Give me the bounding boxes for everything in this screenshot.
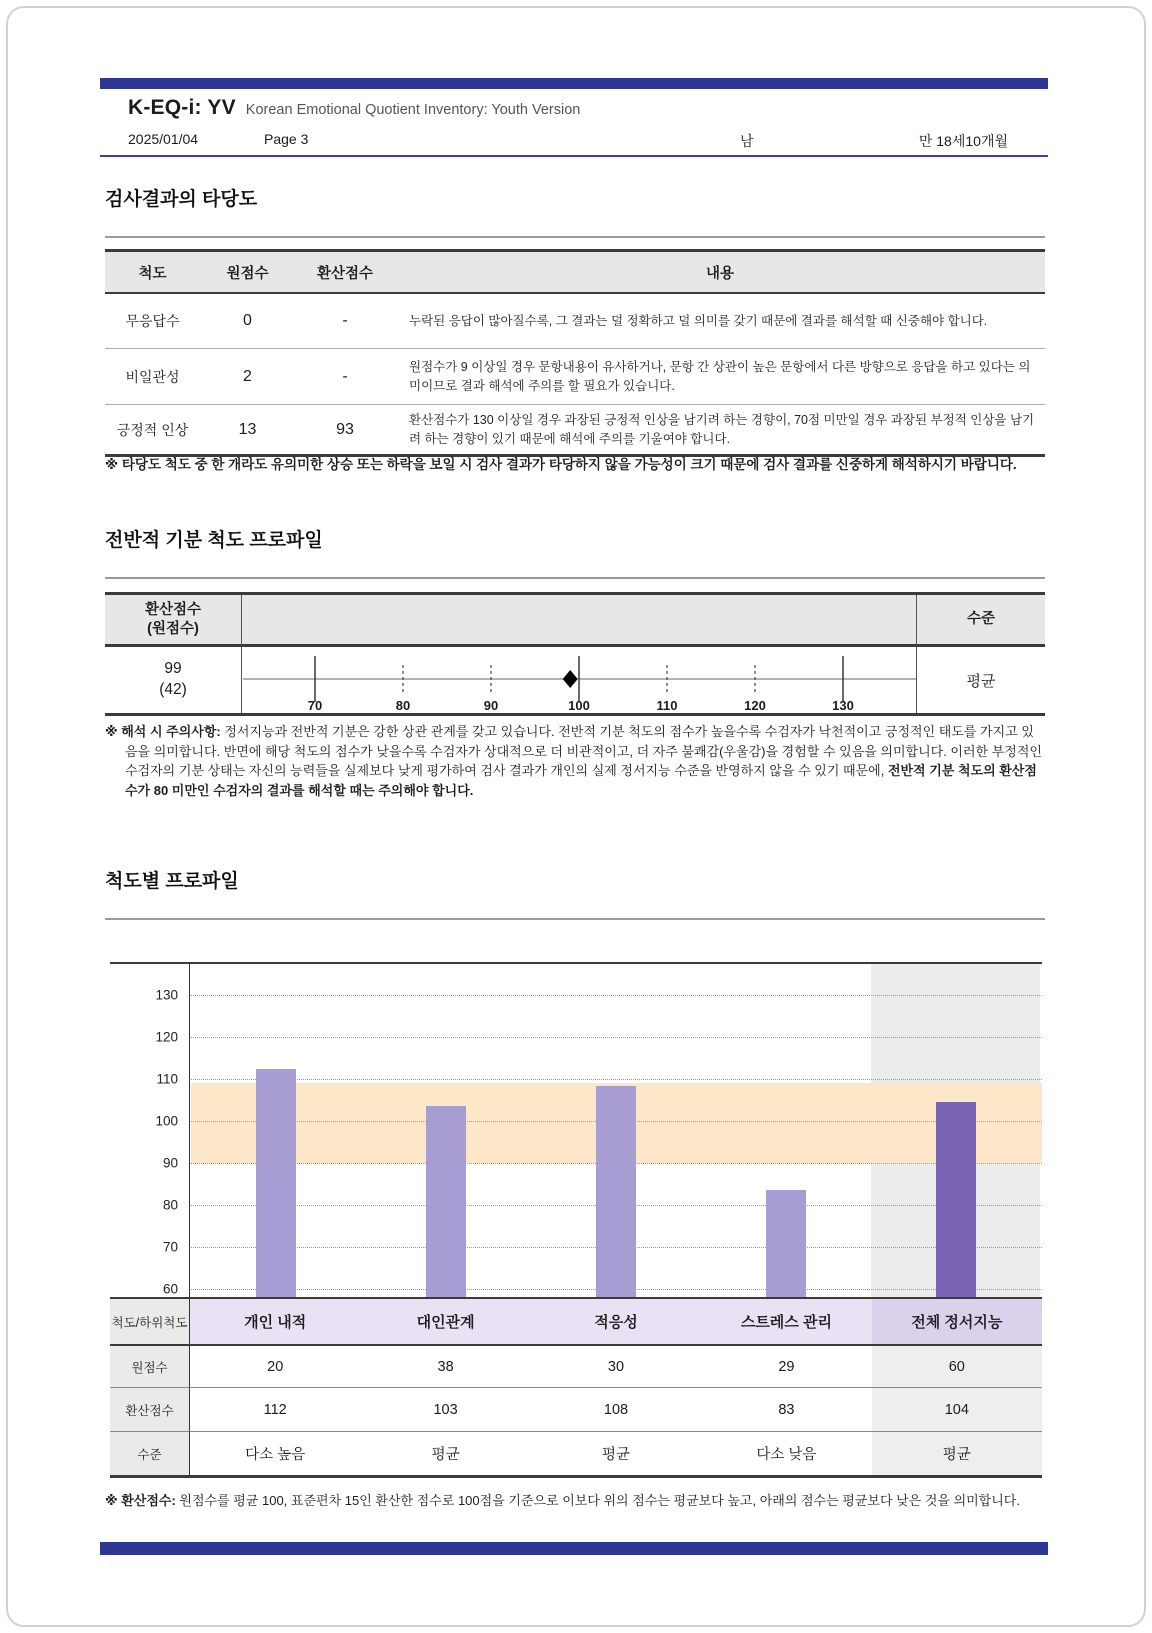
page-number: Page 3 <box>264 131 309 147</box>
validity-row-desc: 원점수가 9 이상일 경우 문항내용이 유사하거나, 문항 간 상관이 높은 문항에서 다른 방향으로 응답을 하고 있다는 의미이므로 결과 해석에 주의를 할 필요가 있습니다. <box>395 348 1045 404</box>
svg-text:100: 100 <box>567 698 590 712</box>
validity-row-converted: 93 <box>295 404 395 454</box>
mood-table <box>105 592 1045 716</box>
chart-y-tick-label: 80 <box>162 1197 178 1213</box>
validity-col-header: 환산점수 <box>295 252 395 292</box>
profile-level: 다소 낮음 <box>701 1431 871 1475</box>
mood-number-line-svg <box>243 648 916 712</box>
chart-plot-area <box>191 964 1042 1297</box>
scale-profile-chart <box>110 962 1042 1297</box>
bottom-accent-bar <box>100 1542 1048 1555</box>
chart-y-tick-label: 100 <box>155 1113 178 1129</box>
chart-gridline <box>191 995 1042 996</box>
report-header <box>128 96 580 120</box>
profile-converted-score: 83 <box>701 1387 871 1431</box>
profile-title-rule <box>105 918 1045 920</box>
profile-converted-score: 108 <box>531 1387 701 1431</box>
mood-scale-header <box>242 595 917 647</box>
validity-col-header: 원점수 <box>200 252 295 292</box>
chart-y-tick-label: 60 <box>162 1281 178 1297</box>
validity-row-raw: 2 <box>200 348 295 404</box>
svg-text:70: 70 <box>307 698 322 712</box>
profile-level: 평균 <box>872 1431 1042 1475</box>
mood-section-title: 전반적 기분 척도 프로파일 <box>105 530 323 551</box>
validity-col-header: 내용 <box>395 252 1045 292</box>
mood-note: ※ 해석 시 주의사항: 정서지능과 전반적 기분은 강한 상관 관계를 갖고 있습니다. 전반적 기분 척도의 점수가 높을수록 수검자가 낙천적이고 긍정적인 태도를 가지고 있음을 의미합니다. 반면에 해당 척도의 점수가 낮을수록 수검자가 상대적으로 더 비관적이고, 더 자주 불쾌감(우울감)을 경험할 수 있음을 의미합니다. 이러한 부정적인 수검자의 기분 상태는 자신의 능력들을 실제보다 낮게 평가하여 검사 결과가 개인의 실제 정서지능 수준을 반영하지 않을 수 있기 때문에, 전반적 기분 척도의 환산점수가 80 미만인 수검자의 결과를 해석할 때는 주의해야 합니다. <box>105 724 1042 798</box>
chart-y-tick-label: 130 <box>155 987 178 1003</box>
chart-bar-2 <box>426 1106 466 1297</box>
chart-y-tick-label: 120 <box>155 1029 178 1045</box>
chart-bar-5 <box>936 1102 976 1297</box>
mood-title-rule <box>105 577 1045 579</box>
chart-bar-1 <box>256 1069 296 1297</box>
examinee-age: 만 18세10개월 <box>918 133 1008 149</box>
report-title: K-EQ-i: YV <box>128 96 236 119</box>
profile-scale-name: 개인 내적 <box>190 1299 360 1344</box>
validity-row-desc: 누락된 응답이 많아질수록, 그 결과는 덜 정확하고 덜 의미를 갖기 때문에 결과를 해석할 때 신중해야 합니다. <box>395 292 1045 348</box>
validity-row-raw: 13 <box>200 404 295 454</box>
mood-level-header: 수준 <box>917 595 1045 647</box>
validity-col-header: 척도 <box>105 252 200 292</box>
svg-text:120: 120 <box>743 698 766 712</box>
mood-score-value: 99 (42) <box>105 647 242 713</box>
validity-row-converted: - <box>295 292 395 348</box>
profile-level: 다소 높음 <box>190 1431 360 1475</box>
validity-row-converted: - <box>295 348 395 404</box>
profile-converted-score: 112 <box>190 1387 360 1431</box>
profile-raw-score: 38 <box>360 1344 530 1387</box>
scale-profile-table <box>110 1297 1042 1478</box>
top-accent-bar <box>100 78 1048 89</box>
examinee-gender: 남 <box>740 133 754 149</box>
report-date: 2025/01/04 <box>128 131 199 147</box>
profile-raw-score: 29 <box>701 1344 871 1387</box>
profile-raw-score: 30 <box>531 1344 701 1387</box>
profile-scale-name: 적응성 <box>531 1299 701 1344</box>
validity-row-scale: 무응답수 <box>105 292 200 348</box>
svg-text:80: 80 <box>395 698 410 712</box>
validity-table <box>105 249 1045 457</box>
profile-row-label: 환산점수 <box>110 1387 190 1431</box>
validity-row-raw: 0 <box>200 292 295 348</box>
mood-level-value: 평균 <box>966 672 996 690</box>
chart-gridline <box>191 1079 1042 1080</box>
mood-score-marker <box>562 670 577 688</box>
header-divider <box>100 155 1048 157</box>
validity-row-desc: 환산점수가 130 이상일 경우 과장된 긍정적 인상을 남기려 하는 경향이, 70점 미만일 경우 과장된 부정적 인상을 남기려 하는 경향이 있기 때문에 해석에 주의를 기울여야 합니다. <box>395 404 1045 454</box>
report-subtitle: Korean Emotional Quotient Inventory: Youth Version <box>245 102 581 118</box>
validity-title-rule <box>105 236 1045 238</box>
profile-row-label: 수준 <box>110 1431 190 1475</box>
profile-section-title: 척도별 프로파일 <box>105 871 239 892</box>
profile-converted-score: 103 <box>360 1387 530 1431</box>
svg-text:110: 110 <box>656 698 677 712</box>
chart-bar-3 <box>596 1086 636 1297</box>
profile-scale-name: 스트레스 관리 <box>701 1299 871 1344</box>
profile-raw-score: 60 <box>872 1344 1042 1387</box>
profile-raw-score: 20 <box>190 1344 360 1387</box>
profile-row-label: 척도/하위척도 <box>110 1299 190 1344</box>
mood-score-header: 환산점수 (원점수) <box>105 595 242 647</box>
chart-y-tick-label: 90 <box>162 1155 178 1171</box>
chart-gridline <box>191 1037 1042 1038</box>
profile-level: 평균 <box>531 1431 701 1475</box>
chart-y-tick-label: 110 <box>156 1071 178 1087</box>
profile-scale-name: 전체 정서지능 <box>872 1299 1042 1344</box>
chart-y-tick-label: 70 <box>162 1239 178 1255</box>
chart-bar-4 <box>766 1190 806 1297</box>
profile-row-label: 원점수 <box>110 1344 190 1387</box>
profile-note: ※ 환산점수: 원점수를 평균 100, 표준편차 15인 환산한 점수로 100점을 기준으로 이보다 위의 점수는 평균보다 높고, 아래의 점수는 평균보다 낮은 것을 의미합니다. <box>105 1493 1020 1508</box>
mood-number-line <box>242 647 917 713</box>
profile-scale-name: 대인관계 <box>360 1299 530 1344</box>
validity-row-scale: 긍정적 인상 <box>105 404 200 454</box>
profile-converted-score: 104 <box>872 1387 1042 1431</box>
validity-row-scale: 비일관성 <box>105 348 200 404</box>
validity-section-title: 검사결과의 타당도 <box>105 189 258 210</box>
svg-text:130: 130 <box>831 698 854 712</box>
chart-y-axis <box>110 964 190 1297</box>
validity-note: ※ 타당도 척도 중 한 개라도 유의미한 상승 또는 하락을 보일 시 검사 결과가 타당하지 않을 가능성이 크기 때문에 검사 결과를 신중하게 해석하시기 바랍니다. <box>105 457 1017 472</box>
svg-text:90: 90 <box>483 698 498 712</box>
profile-level: 평균 <box>360 1431 530 1475</box>
